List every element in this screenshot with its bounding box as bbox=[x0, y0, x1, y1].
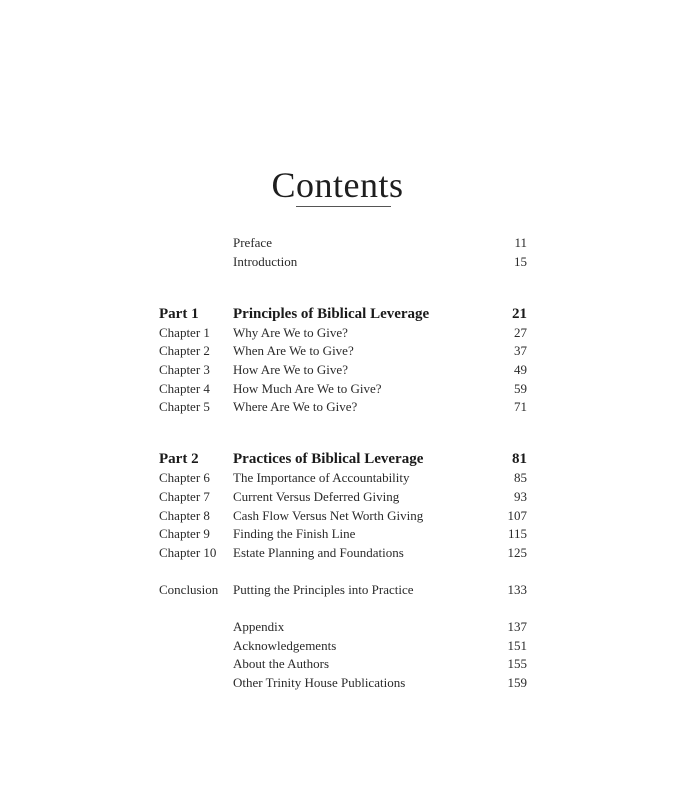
toc-section-back-matter bbox=[159, 618, 529, 692]
toc-entry-title: Finding the Finish Line bbox=[233, 526, 356, 542]
toc-entry[interactable] bbox=[159, 398, 529, 417]
toc-entry[interactable] bbox=[159, 507, 529, 526]
toc-entry-page: 59 bbox=[514, 380, 527, 396]
toc-entry-page: 71 bbox=[514, 399, 527, 415]
toc-entry-page: 21 bbox=[512, 305, 527, 322]
toc-entry-page: 159 bbox=[507, 674, 527, 690]
toc-section-part-1 bbox=[159, 304, 529, 417]
section-spacer bbox=[159, 435, 529, 449]
toc-section-conclusion bbox=[159, 581, 529, 600]
toc-entry-page: 11 bbox=[514, 235, 527, 250]
toc-entry[interactable] bbox=[159, 234, 529, 253]
toc-entry-title: Other Trinity House Publications bbox=[233, 674, 406, 690]
toc-entry[interactable] bbox=[159, 469, 529, 488]
toc-entry-title: Estate Planning and Foundations bbox=[233, 544, 404, 560]
toc-entry-page: 125 bbox=[507, 544, 527, 560]
toc-entry-label: Chapter 8 bbox=[159, 507, 210, 523]
table-of-contents bbox=[159, 234, 529, 692]
toc-entry-page: 151 bbox=[507, 637, 527, 653]
toc-entry[interactable] bbox=[159, 324, 529, 343]
toc-entry-label: Chapter 4 bbox=[159, 380, 210, 396]
toc-entry[interactable] bbox=[159, 637, 529, 656]
toc-entry-title: Why Are We to Give? bbox=[233, 324, 348, 340]
toc-entry-title: About the Authors bbox=[233, 656, 330, 672]
toc-entry-page: 107 bbox=[507, 507, 527, 523]
toc-entry-title: How Much Are We to Give? bbox=[233, 380, 382, 396]
title-divider bbox=[296, 206, 391, 207]
toc-entry-page: 137 bbox=[507, 619, 527, 635]
toc-entry-title: How Are We to Give? bbox=[233, 361, 348, 377]
toc-entry-page: 93 bbox=[514, 488, 527, 504]
toc-entry-title: Preface bbox=[233, 235, 272, 250]
section-spacer bbox=[159, 271, 529, 290]
toc-entry-label: Chapter 6 bbox=[159, 470, 210, 486]
toc-entry-page: 15 bbox=[514, 253, 527, 269]
toc-entry-label: Chapter 9 bbox=[159, 526, 210, 542]
toc-entry[interactable] bbox=[159, 253, 529, 272]
toc-entry-title: Current Versus Deferred Giving bbox=[233, 488, 400, 504]
section-spacer bbox=[159, 600, 529, 619]
toc-entry-title: Introduction bbox=[233, 253, 298, 269]
toc-entry-page: 85 bbox=[514, 470, 527, 486]
toc-entry[interactable] bbox=[159, 581, 529, 600]
toc-entry-label: Chapter 2 bbox=[159, 343, 210, 359]
toc-entry-title: The Importance of Accountability bbox=[233, 470, 410, 486]
section-spacer bbox=[159, 417, 529, 436]
toc-entry[interactable] bbox=[159, 380, 529, 399]
toc-entry[interactable] bbox=[159, 488, 529, 507]
toc-entry-page: 27 bbox=[514, 324, 527, 340]
toc-entry[interactable] bbox=[159, 655, 529, 674]
section-spacer bbox=[159, 290, 529, 304]
toc-entry[interactable] bbox=[159, 342, 529, 361]
toc-entry-label: Chapter 10 bbox=[159, 544, 217, 560]
toc-entry-page: 49 bbox=[514, 361, 527, 377]
toc-entry-title: Putting the Principles into Practice bbox=[233, 581, 414, 597]
toc-entry[interactable] bbox=[159, 361, 529, 380]
toc-entry-label: Part 1 bbox=[159, 305, 199, 322]
toc-entry-title: Principles of Biblical Leverage bbox=[233, 305, 430, 322]
toc-entry[interactable] bbox=[159, 544, 529, 563]
toc-part-heading[interactable] bbox=[159, 449, 529, 469]
toc-entry-title: Appendix bbox=[233, 619, 285, 635]
toc-section-front-matter bbox=[159, 234, 529, 271]
toc-entry[interactable] bbox=[159, 674, 529, 693]
toc-entry[interactable] bbox=[159, 618, 529, 637]
toc-entry-page: 81 bbox=[512, 451, 527, 468]
toc-entry-page: 133 bbox=[507, 581, 527, 597]
toc-entry-label: Conclusion bbox=[159, 581, 219, 597]
toc-entry-title: Acknowledgements bbox=[233, 637, 337, 653]
toc-entry-page: 37 bbox=[514, 343, 527, 359]
page-title: Contents bbox=[271, 165, 404, 206]
section-spacer bbox=[159, 562, 529, 581]
toc-entry-page: 115 bbox=[507, 526, 527, 542]
toc-entry-title: Cash Flow Versus Net Worth Giving bbox=[233, 507, 424, 523]
toc-entry-title: When Are We to Give? bbox=[233, 343, 354, 359]
toc-entry-label: Chapter 3 bbox=[159, 361, 210, 377]
toc-entry-label: Chapter 5 bbox=[159, 399, 210, 415]
toc-entry-title: Practices of Biblical Leverage bbox=[233, 451, 424, 468]
toc-section-part-2 bbox=[159, 449, 529, 562]
toc-part-heading[interactable] bbox=[159, 304, 529, 324]
toc-entry-page: 155 bbox=[507, 656, 527, 672]
toc-entry-label: Chapter 7 bbox=[159, 488, 210, 504]
toc-entry-title: Where Are We to Give? bbox=[233, 399, 358, 415]
toc-entry-label: Chapter 1 bbox=[159, 324, 210, 340]
toc-entry[interactable] bbox=[159, 525, 529, 544]
toc-entry-label: Part 2 bbox=[159, 451, 199, 468]
